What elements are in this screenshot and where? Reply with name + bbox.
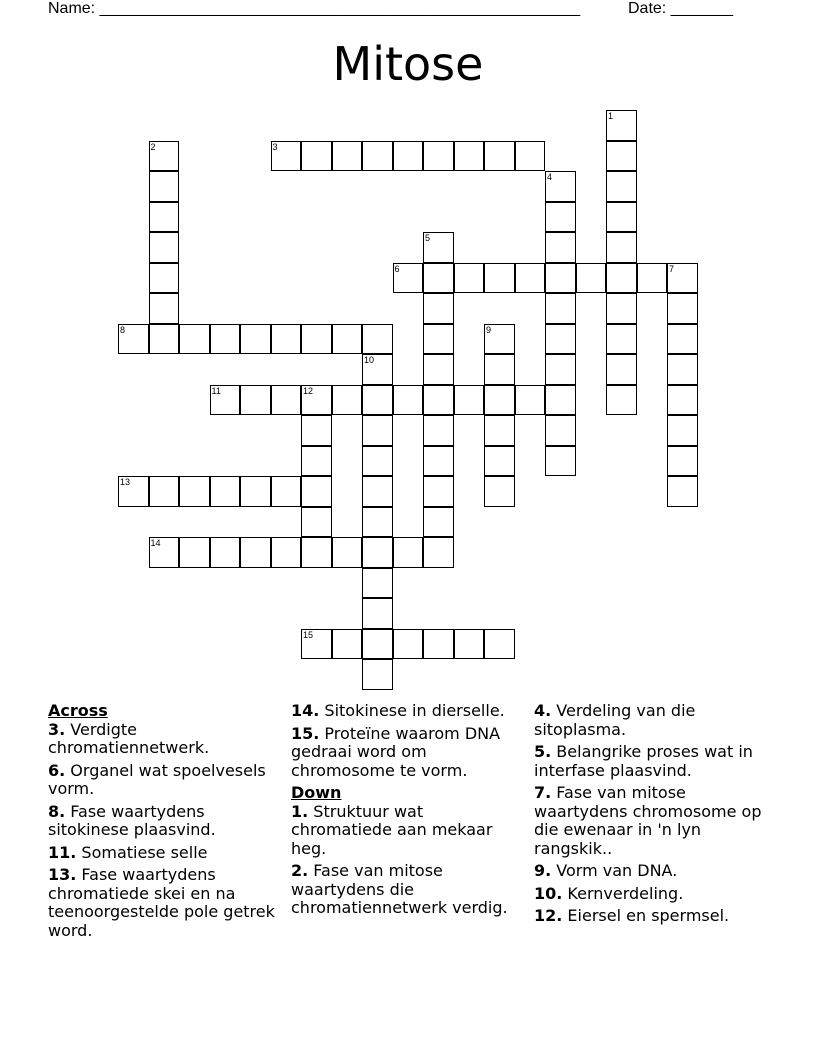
crossword-cell[interactable] <box>149 263 180 294</box>
crossword-cell[interactable] <box>149 232 180 263</box>
crossword-cell[interactable] <box>423 385 454 416</box>
crossword-cell[interactable] <box>271 385 302 416</box>
crossword-cell[interactable] <box>362 385 393 416</box>
clue-number-label: 15 <box>303 629 314 640</box>
crossword-cell[interactable] <box>362 598 393 629</box>
clue-number-label: 13 <box>120 477 131 487</box>
clue-number: 7. <box>534 783 552 802</box>
crossword-cell[interactable] <box>484 263 515 294</box>
crossword-cell[interactable] <box>667 324 698 355</box>
clue-text: Struktuur wat chromatiede aan mekaar heg. <box>291 801 493 858</box>
clue-number: 4. <box>534 701 552 720</box>
crossword-cell[interactable] <box>606 110 637 141</box>
clue-number: 1. <box>291 801 309 821</box>
clue-number-label: 1 <box>608 111 614 121</box>
crossword-cell[interactable] <box>332 385 363 416</box>
crossword-cell[interactable] <box>332 324 363 355</box>
crossword-cell[interactable] <box>545 324 576 355</box>
crossword-cell[interactable] <box>332 141 363 172</box>
crossword-cell[interactable] <box>606 232 637 263</box>
clue-number-label: 3 <box>272 141 278 152</box>
crossword-cell[interactable] <box>484 415 515 446</box>
clue-item <box>291 702 527 721</box>
crossword-cell[interactable] <box>149 293 180 324</box>
clue-number-label: 14 <box>150 538 161 548</box>
crossword-cell[interactable] <box>118 324 149 355</box>
clue-group <box>534 702 764 926</box>
crossword-cell[interactable] <box>667 385 698 416</box>
crossword-cell[interactable] <box>240 476 271 507</box>
crossword-cell[interactable] <box>545 385 576 416</box>
clue-number-label: 5 <box>425 233 431 243</box>
clue-item <box>48 803 280 840</box>
crossword-cell[interactable] <box>362 476 393 507</box>
crossword-cell[interactable] <box>454 141 485 172</box>
clue-text: Fase waartydens chromatiede skei en na teenoorgestelde pole getrek word. <box>48 865 275 940</box>
crossword-cell[interactable] <box>423 232 454 263</box>
crossword-cell[interactable] <box>149 476 180 507</box>
clue-item <box>48 866 280 940</box>
crossword-cell[interactable] <box>545 202 576 233</box>
clue-text: Organel wat spoelvesels vorm. <box>48 760 266 798</box>
clue-text: Fase van mitose waartydens die chromatiennetwerk verdig. <box>291 861 508 917</box>
name-field-label: Name: ______________________________________________________ <box>48 0 581 17</box>
crossword-cell[interactable] <box>362 629 393 660</box>
clue-item <box>534 784 764 858</box>
crossword-cell[interactable] <box>667 293 698 324</box>
crossword-cell[interactable] <box>606 263 637 294</box>
clue-number-label: 9 <box>486 324 492 335</box>
clue-text: Somatiese selle <box>76 842 208 862</box>
crossword-cell[interactable] <box>301 385 332 416</box>
clue-item <box>534 885 764 904</box>
crossword-cell[interactable] <box>362 659 393 690</box>
crossword-cell[interactable] <box>393 385 424 416</box>
crossword-cell[interactable] <box>149 202 180 233</box>
crossword-cell[interactable] <box>179 476 210 507</box>
clue-number: 14. <box>291 701 320 720</box>
crossword-cell[interactable] <box>210 476 241 507</box>
clue-item <box>534 702 764 739</box>
clue-group <box>48 721 280 941</box>
crossword-cell[interactable] <box>637 263 668 294</box>
crossword-cell[interactable] <box>240 385 271 416</box>
crossword-cell[interactable] <box>271 537 302 568</box>
crossword-cell[interactable] <box>332 537 363 568</box>
crossword-cell[interactable] <box>362 324 393 355</box>
crossword-cell[interactable] <box>606 324 637 355</box>
crossword-cell[interactable] <box>210 385 241 416</box>
clue-number-label: 2 <box>150 141 156 152</box>
crossword-cell[interactable] <box>301 507 332 538</box>
crossword-cell[interactable] <box>515 385 546 416</box>
clue-item <box>48 844 280 863</box>
clue-number: 5. <box>534 742 552 761</box>
clue-number: 11. <box>48 842 77 862</box>
clue-group <box>291 702 527 780</box>
clue-number: 13. <box>48 865 77 884</box>
crossword-cell[interactable] <box>423 263 454 294</box>
crossword-cell[interactable] <box>667 476 698 507</box>
crossword-cell[interactable] <box>240 537 271 568</box>
clue-text: Fase waartydens sitokinese plaasvind. <box>48 801 216 839</box>
crossword-cell[interactable] <box>393 537 424 568</box>
crossword-cell[interactable] <box>362 568 393 599</box>
crossword-cell[interactable] <box>515 263 546 294</box>
crossword-cell[interactable] <box>271 141 302 172</box>
clue-item <box>534 907 764 926</box>
clue-item <box>291 725 527 781</box>
clue-text: Fase van mitose waartydens chromosome op die ewenaar in 'n lyn rangskik.. <box>534 783 762 858</box>
crossword-cell[interactable] <box>606 171 637 202</box>
clue-text: Verdigte chromatiennetwerk. <box>48 719 210 757</box>
crossword-cell[interactable] <box>484 446 515 477</box>
clue-item <box>534 862 764 881</box>
crossword-cell[interactable] <box>149 141 180 172</box>
crossword-cell[interactable] <box>484 324 515 355</box>
clue-text: Vorm van DNA. <box>551 861 678 880</box>
clue-number-label: 7 <box>669 263 675 274</box>
clue-number-label: 6 <box>394 263 400 274</box>
crossword-cell[interactable] <box>301 476 332 507</box>
clue-number: 10. <box>534 883 563 903</box>
crossword-cell[interactable] <box>301 324 332 355</box>
crossword-cell[interactable] <box>545 293 576 324</box>
crossword-cell[interactable] <box>423 141 454 172</box>
across-heading: Across <box>48 701 108 720</box>
clue-number-label: 4 <box>547 172 553 182</box>
crossword-cell[interactable] <box>362 354 393 385</box>
clue-column-3 <box>534 702 764 930</box>
crossword-cell[interactable] <box>423 354 454 385</box>
crossword-cell[interactable] <box>301 446 332 477</box>
crossword-cell[interactable] <box>606 293 637 324</box>
crossword-cell[interactable] <box>484 354 515 385</box>
clue-item <box>48 721 280 758</box>
clue-item <box>291 803 527 859</box>
clue-number-label: 11 <box>211 385 221 396</box>
clue-number: 12. <box>534 906 563 925</box>
crossword-cell[interactable] <box>393 141 424 172</box>
crossword-cell[interactable] <box>545 354 576 385</box>
clue-number: 9. <box>534 861 552 880</box>
crossword-cell[interactable] <box>301 629 332 660</box>
clue-number: 15. <box>291 723 320 743</box>
crossword-cell[interactable] <box>484 476 515 507</box>
clue-item <box>291 862 527 918</box>
down-heading: Down <box>291 783 342 802</box>
clue-column-1 <box>48 702 280 944</box>
crossword-cell[interactable] <box>484 385 515 416</box>
clue-text: Sitokinese in dierselle. <box>319 701 505 720</box>
clue-number-label: 8 <box>120 324 126 335</box>
clue-text: Verdeling van die sitoplasma. <box>534 701 696 739</box>
crossword-cell[interactable] <box>667 354 698 385</box>
clue-text: Eiersel en spermsel. <box>562 906 730 925</box>
crossword-cell[interactable] <box>545 415 576 446</box>
clue-number: 3. <box>48 719 66 739</box>
crossword-cell[interactable] <box>515 141 546 172</box>
crossword-cell[interactable] <box>301 537 332 568</box>
crossword-cell[interactable] <box>271 324 302 355</box>
crossword-cell[interactable] <box>484 629 515 660</box>
crossword-cell[interactable] <box>240 324 271 355</box>
clue-group <box>291 803 527 918</box>
crossword-cell[interactable] <box>454 629 485 660</box>
clue-number: 6. <box>48 760 66 780</box>
clue-item <box>48 762 280 799</box>
crossword-cell[interactable] <box>271 476 302 507</box>
crossword-cell[interactable] <box>362 141 393 172</box>
crossword-cell[interactable] <box>362 537 393 568</box>
crossword-cell[interactable] <box>301 141 332 172</box>
page-title: Mitose <box>332 37 484 91</box>
clue-number-label: 10 <box>364 355 375 365</box>
date-field-label: Date: _______ <box>628 0 733 17</box>
clue-text: Proteïne waarom DNA gedraai word om chromosome te vorm. <box>291 723 501 780</box>
crossword-cell[interactable] <box>149 171 180 202</box>
crossword-cell[interactable] <box>454 385 485 416</box>
crossword-cell[interactable] <box>362 446 393 477</box>
crossword-cell[interactable] <box>179 537 210 568</box>
crossword-cell[interactable] <box>423 629 454 660</box>
clue-item <box>534 743 764 780</box>
clue-number: 8. <box>48 801 66 821</box>
clue-column-2 <box>291 702 527 922</box>
crossword-cell[interactable] <box>423 446 454 477</box>
clue-number: 2. <box>291 861 309 880</box>
clue-number-label: 12 <box>303 385 314 396</box>
crossword-cell[interactable] <box>210 537 241 568</box>
crossword-cell[interactable] <box>606 202 637 233</box>
clue-text: Kernverdeling. <box>562 883 684 903</box>
crossword-cell[interactable] <box>210 324 241 355</box>
crossword-cell[interactable] <box>362 415 393 446</box>
crossword-cell[interactable] <box>545 171 576 202</box>
crossword-cell[interactable] <box>606 385 637 416</box>
crossword-cell[interactable] <box>149 537 180 568</box>
clue-list <box>0 702 816 1032</box>
crossword-cell[interactable] <box>423 324 454 355</box>
clue-text: Belangrike proses wat in interfase plaasvind. <box>534 742 753 780</box>
crossword-cell[interactable] <box>179 324 210 355</box>
crossword-cell[interactable] <box>149 324 180 355</box>
crossword-cell[interactable] <box>545 232 576 263</box>
crossword-cell[interactable] <box>423 537 454 568</box>
crossword-cell[interactable] <box>667 263 698 294</box>
crossword-cell[interactable] <box>545 263 576 294</box>
crossword-cell[interactable] <box>393 263 424 294</box>
crossword-cell[interactable] <box>393 629 424 660</box>
crossword-cell[interactable] <box>667 415 698 446</box>
crossword-cell[interactable] <box>362 507 393 538</box>
crossword-cell[interactable] <box>606 141 637 172</box>
crossword-cell[interactable] <box>545 446 576 477</box>
crossword-cell[interactable] <box>606 354 637 385</box>
crossword-cell[interactable] <box>484 141 515 172</box>
crossword-cell[interactable] <box>332 629 363 660</box>
crossword-cell[interactable] <box>423 293 454 324</box>
crossword-cell[interactable] <box>423 507 454 538</box>
crossword-cell[interactable] <box>118 476 149 507</box>
crossword-cell[interactable] <box>576 263 607 294</box>
crossword-cell[interactable] <box>667 446 698 477</box>
crossword-cell[interactable] <box>454 263 485 294</box>
crossword-cell[interactable] <box>423 415 454 446</box>
crossword-cell[interactable] <box>423 476 454 507</box>
crossword-cell[interactable] <box>301 415 332 446</box>
